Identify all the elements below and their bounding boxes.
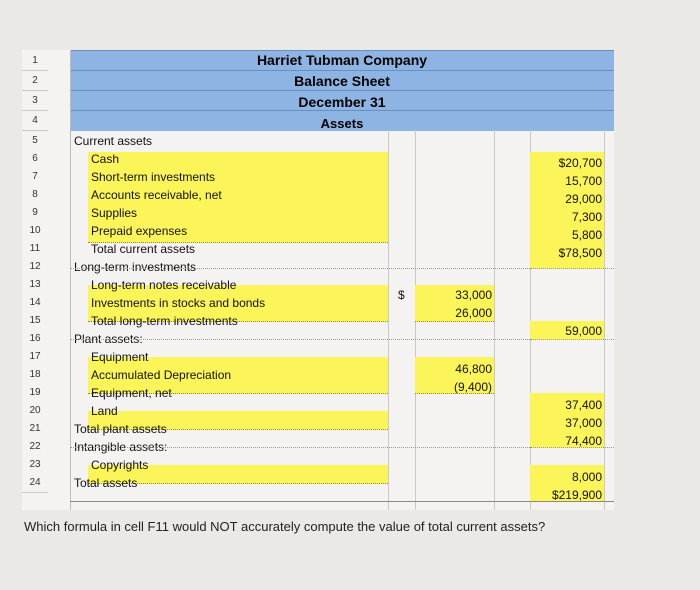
cell-label[interactable]: Accounts receivable, net [91,188,222,202]
cell-value-d18[interactable]: (9,400) [453,380,492,394]
row-number[interactable]: 21 [22,420,48,439]
company-name: Harriet Tubman Company [256,52,428,68]
cell-value-f8[interactable]: 29,000 [565,192,602,206]
row-number[interactable]: 2 [22,72,48,91]
row-number[interactable]: 1 [22,52,48,71]
cell-label[interactable]: Equipment [91,350,149,364]
cell-value-f24a[interactable]: 8,000 [571,470,602,484]
dollar-sign: $ [398,288,405,302]
row-number[interactable]: 7 [22,168,48,187]
row-number[interactable]: 11 [22,240,48,259]
cell-value-d17[interactable]: 46,800 [455,362,492,376]
cell-label[interactable]: Total plant assets [74,422,167,436]
row-number[interactable]: 10 [22,222,48,241]
cell-label[interactable]: Current assets [74,134,153,148]
cell-value-d14[interactable]: 26,000 [455,306,492,320]
row-number[interactable]: 17 [22,348,48,367]
row-number[interactable]: 4 [22,112,48,131]
cell-label[interactable]: Equipment, net [91,386,172,400]
cell-label[interactable]: Plant assets: [74,332,143,346]
cell-value-f22[interactable]: 74,400 [565,434,602,448]
cell-label[interactable]: Intangible assets: [74,440,168,454]
cell-value-f9[interactable]: 7,300 [571,210,602,224]
cell-label[interactable]: Copyrights [91,458,149,472]
cell-label[interactable]: Total current assets [91,242,196,256]
cell-label[interactable]: Supplies [91,206,138,220]
row-number[interactable]: 22 [22,438,48,457]
cell-label[interactable]: Long-term notes receivable [91,278,237,292]
row-number[interactable]: 15 [22,312,48,331]
row-number[interactable]: 18 [22,366,48,385]
row-number[interactable]: 12 [22,258,48,277]
cell-label[interactable]: Accumulated Depreciation [91,368,232,382]
cell-value-f15[interactable]: 59,000 [565,324,602,338]
row-number[interactable]: 13 [22,276,48,295]
cell-label[interactable]: Prepaid expenses [91,224,188,238]
cell-value-f7[interactable]: 15,700 [565,174,602,188]
statement-title: Balance Sheet [294,73,390,89]
row-number[interactable]: 20 [22,402,48,421]
row-number[interactable]: 6 [22,150,48,169]
row-number[interactable]: 19 [22,384,48,403]
question-text: Which formula in cell F11 would NOT accurately compute the value of total current assets? [24,519,546,534]
row-number[interactable]: 3 [22,92,48,111]
cell-value-f10[interactable]: 5,800 [571,228,602,242]
row-number[interactable]: 9 [22,204,48,223]
cell-label[interactable]: Cash [91,152,120,166]
row-number[interactable]: 24 [22,474,48,493]
cell-value-f24b[interactable]: $219,900 [551,488,602,502]
cell-label[interactable]: Short-term investments [91,170,216,184]
cell-label[interactable]: Long-term investments [74,260,197,274]
cell-value-f11[interactable]: $78,500 [558,246,602,260]
cell-value-f6[interactable]: $20,700 [558,156,602,170]
row-number[interactable]: 14 [22,294,48,313]
cell-label[interactable]: Investments in stocks and bonds [91,296,266,310]
row-number[interactable]: 5 [22,132,48,151]
row-number[interactable]: 8 [22,186,48,205]
row-number[interactable]: 23 [22,456,48,475]
cell-value-f20[interactable]: 37,400 [565,398,602,412]
row-number[interactable]: 16 [22,330,48,349]
cell-value-f21[interactable]: 37,000 [565,416,602,430]
cell-label[interactable]: Total long-term investments [91,314,238,328]
statement-date: December 31 [298,94,386,110]
cell-label[interactable]: Land [91,404,118,418]
cell-value-d13[interactable]: 33,000 [455,288,492,302]
cell-label[interactable]: Total assets [74,476,138,490]
section-title: Assets [320,116,364,131]
